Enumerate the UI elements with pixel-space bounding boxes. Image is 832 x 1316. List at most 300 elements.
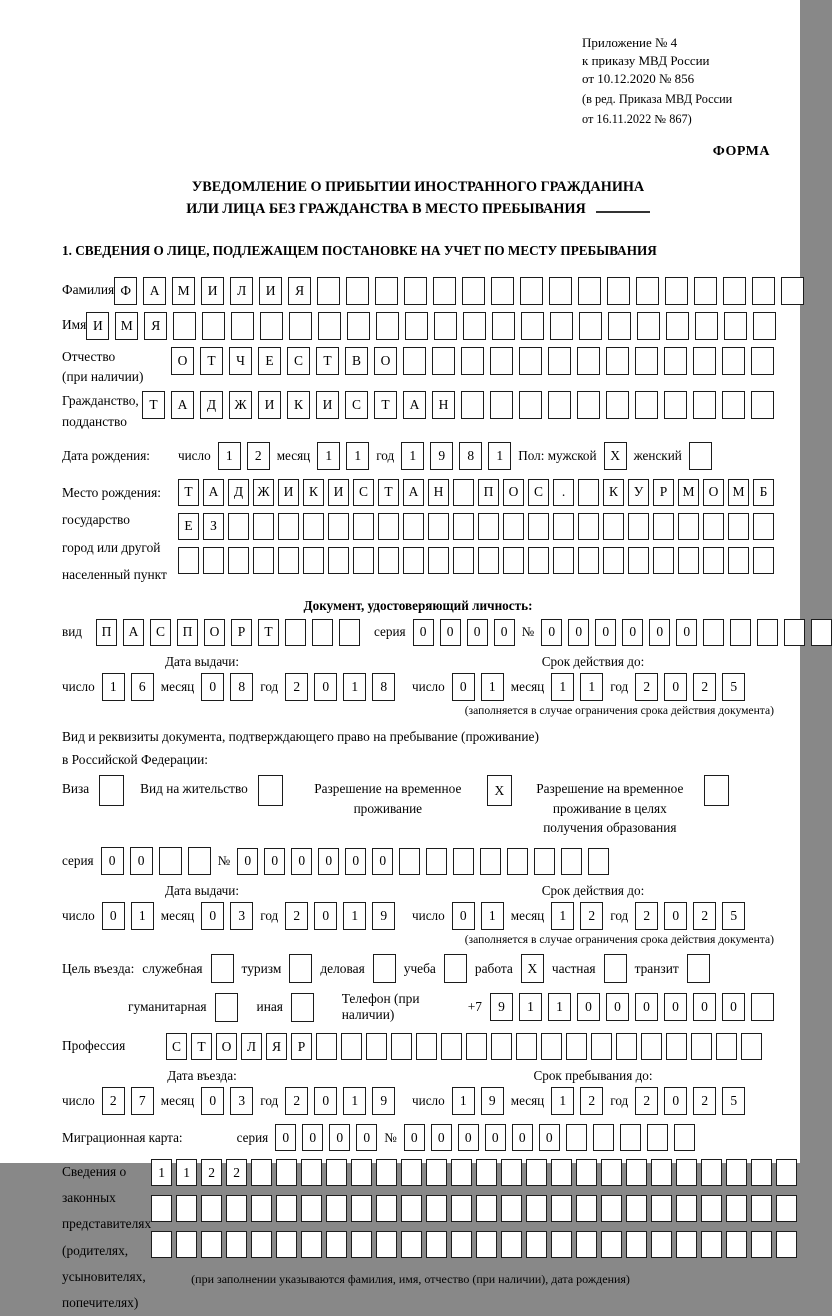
char-cell[interactable]: [593, 1124, 614, 1151]
char-cell[interactable]: [376, 1159, 397, 1186]
char-cell[interactable]: [328, 547, 349, 574]
char-cell[interactable]: М: [172, 277, 195, 305]
char-cell[interactable]: [231, 312, 254, 340]
char-cell[interactable]: [428, 547, 449, 574]
char-cell[interactable]: [576, 1159, 597, 1186]
char-cell[interactable]: Т: [378, 479, 399, 506]
char-cell[interactable]: [501, 1159, 522, 1186]
char-cell[interactable]: А: [203, 479, 224, 506]
char-cell[interactable]: 0: [541, 619, 562, 646]
char-cell[interactable]: [316, 1033, 337, 1060]
char-cell[interactable]: [534, 848, 555, 875]
char-cell[interactable]: 0: [452, 902, 475, 930]
char-cell[interactable]: [201, 1195, 222, 1222]
char-cell[interactable]: [753, 513, 774, 540]
char-cell[interactable]: Р: [653, 479, 674, 506]
char-cell[interactable]: [566, 1124, 587, 1151]
char-cell[interactable]: [301, 1195, 322, 1222]
char-cell[interactable]: 2: [635, 1087, 658, 1115]
char-cell[interactable]: 1: [551, 673, 574, 701]
char-cell[interactable]: [215, 993, 238, 1022]
char-cell[interactable]: 1: [176, 1159, 197, 1186]
char-cell[interactable]: [691, 1033, 712, 1060]
char-cell[interactable]: 1: [218, 442, 241, 470]
char-cell[interactable]: [689, 442, 712, 470]
char-cell[interactable]: 2: [693, 673, 716, 701]
char-cell[interactable]: [751, 347, 774, 375]
char-cell[interactable]: Т: [258, 619, 279, 646]
char-cell[interactable]: 0: [404, 1124, 425, 1151]
char-cell[interactable]: А: [123, 619, 144, 646]
char-cell[interactable]: 0: [291, 848, 312, 875]
char-cell[interactable]: X: [604, 442, 627, 470]
char-cell[interactable]: [453, 479, 474, 506]
char-cell[interactable]: [601, 1231, 622, 1258]
char-cell[interactable]: [276, 1195, 297, 1222]
char-cell[interactable]: [703, 547, 724, 574]
char-cell[interactable]: З: [203, 513, 224, 540]
char-cell[interactable]: [501, 1195, 522, 1222]
char-cell[interactable]: [151, 1195, 172, 1222]
char-cell[interactable]: 0: [664, 673, 687, 701]
char-cell[interactable]: У: [628, 479, 649, 506]
char-cell[interactable]: [463, 312, 486, 340]
char-cell[interactable]: 2: [201, 1159, 222, 1186]
char-cell[interactable]: [551, 1159, 572, 1186]
char-cell[interactable]: [434, 312, 457, 340]
char-cell[interactable]: [258, 775, 283, 806]
char-cell[interactable]: 9: [481, 1087, 504, 1115]
char-cell[interactable]: 0: [237, 848, 258, 875]
char-cell[interactable]: [453, 547, 474, 574]
char-cell[interactable]: [99, 775, 124, 806]
char-cell[interactable]: [491, 1033, 512, 1060]
char-cell[interactable]: 1: [343, 1087, 366, 1115]
char-cell[interactable]: 1: [551, 1087, 574, 1115]
char-cell[interactable]: 0: [622, 619, 643, 646]
char-cell[interactable]: 0: [314, 1087, 337, 1115]
char-cell[interactable]: О: [503, 479, 524, 506]
char-cell[interactable]: [376, 1195, 397, 1222]
char-cell[interactable]: 2: [580, 1087, 603, 1115]
char-cell[interactable]: [478, 547, 499, 574]
char-cell[interactable]: 9: [430, 442, 453, 470]
char-cell[interactable]: [526, 1195, 547, 1222]
char-cell[interactable]: [751, 391, 774, 419]
char-cell[interactable]: [260, 312, 283, 340]
char-cell[interactable]: X: [521, 954, 544, 983]
char-cell[interactable]: [159, 847, 182, 875]
char-cell[interactable]: [461, 391, 484, 419]
char-cell[interactable]: [151, 1231, 172, 1258]
char-cell[interactable]: 0: [577, 993, 600, 1021]
char-cell[interactable]: [723, 277, 746, 305]
char-cell[interactable]: [726, 1231, 747, 1258]
char-cell[interactable]: [520, 277, 543, 305]
char-cell[interactable]: [278, 513, 299, 540]
char-cell[interactable]: [289, 312, 312, 340]
char-cell[interactable]: [776, 1231, 797, 1258]
char-cell[interactable]: [428, 513, 449, 540]
char-cell[interactable]: Р: [291, 1033, 312, 1060]
char-cell[interactable]: [312, 619, 333, 646]
char-cell[interactable]: Ж: [229, 391, 252, 419]
char-cell[interactable]: [507, 848, 528, 875]
char-cell[interactable]: [226, 1195, 247, 1222]
char-cell[interactable]: [604, 954, 627, 983]
char-cell[interactable]: К: [287, 391, 310, 419]
char-cell[interactable]: [665, 277, 688, 305]
char-cell[interactable]: [701, 1231, 722, 1258]
char-cell[interactable]: И: [278, 479, 299, 506]
char-cell[interactable]: [341, 1033, 362, 1060]
char-cell[interactable]: [704, 775, 729, 806]
char-cell[interactable]: [376, 312, 399, 340]
char-cell[interactable]: [378, 547, 399, 574]
char-cell[interactable]: [451, 1159, 472, 1186]
char-cell[interactable]: О: [703, 479, 724, 506]
char-cell[interactable]: [550, 312, 573, 340]
char-cell[interactable]: 1: [481, 902, 504, 930]
char-cell[interactable]: [461, 347, 484, 375]
char-cell[interactable]: [776, 1195, 797, 1222]
char-cell[interactable]: 1: [551, 902, 574, 930]
char-cell[interactable]: С: [166, 1033, 187, 1060]
char-cell[interactable]: [253, 547, 274, 574]
char-cell[interactable]: [579, 312, 602, 340]
char-cell[interactable]: [480, 848, 501, 875]
char-cell[interactable]: К: [303, 479, 324, 506]
char-cell[interactable]: Р: [231, 619, 252, 646]
char-cell[interactable]: [591, 1033, 612, 1060]
char-cell[interactable]: [490, 347, 513, 375]
char-cell[interactable]: [426, 1231, 447, 1258]
char-cell[interactable]: 2: [693, 902, 716, 930]
char-cell[interactable]: [664, 347, 687, 375]
char-cell[interactable]: [476, 1231, 497, 1258]
char-cell[interactable]: И: [316, 391, 339, 419]
char-cell[interactable]: 1: [343, 902, 366, 930]
char-cell[interactable]: [521, 312, 544, 340]
char-cell[interactable]: М: [115, 312, 138, 340]
char-cell[interactable]: [173, 312, 196, 340]
char-cell[interactable]: П: [478, 479, 499, 506]
char-cell[interactable]: [741, 1033, 762, 1060]
char-cell[interactable]: 1: [343, 673, 366, 701]
char-cell[interactable]: [687, 954, 710, 983]
char-cell[interactable]: [391, 1033, 412, 1060]
char-cell[interactable]: [752, 277, 775, 305]
char-cell[interactable]: 0: [264, 848, 285, 875]
char-cell[interactable]: С: [353, 479, 374, 506]
char-cell[interactable]: Н: [432, 391, 455, 419]
char-cell[interactable]: Я: [144, 312, 167, 340]
char-cell[interactable]: [730, 619, 751, 646]
char-cell[interactable]: [716, 1033, 737, 1060]
char-cell[interactable]: О: [171, 347, 194, 375]
char-cell[interactable]: 0: [539, 1124, 560, 1151]
char-cell[interactable]: [378, 513, 399, 540]
char-cell[interactable]: [416, 1033, 437, 1060]
char-cell[interactable]: 0: [722, 993, 745, 1021]
char-cell[interactable]: 0: [345, 848, 366, 875]
char-cell[interactable]: [566, 1033, 587, 1060]
char-cell[interactable]: 0: [635, 993, 658, 1021]
char-cell[interactable]: [553, 513, 574, 540]
char-cell[interactable]: 0: [201, 902, 224, 930]
char-cell[interactable]: [601, 1195, 622, 1222]
char-cell[interactable]: 1: [519, 993, 542, 1021]
char-cell[interactable]: [476, 1159, 497, 1186]
char-cell[interactable]: 0: [314, 673, 337, 701]
char-cell[interactable]: [403, 547, 424, 574]
char-cell[interactable]: [616, 1033, 637, 1060]
char-cell[interactable]: [601, 1159, 622, 1186]
char-cell[interactable]: [606, 347, 629, 375]
char-cell[interactable]: [399, 848, 420, 875]
char-cell[interactable]: 1: [548, 993, 571, 1021]
char-cell[interactable]: [678, 513, 699, 540]
char-cell[interactable]: [466, 1033, 487, 1060]
char-cell[interactable]: [701, 1195, 722, 1222]
char-cell[interactable]: И: [258, 391, 281, 419]
char-cell[interactable]: 0: [568, 619, 589, 646]
char-cell[interactable]: [403, 513, 424, 540]
char-cell[interactable]: [366, 1033, 387, 1060]
char-cell[interactable]: [674, 1124, 695, 1151]
char-cell[interactable]: [608, 312, 631, 340]
char-cell[interactable]: Е: [258, 347, 281, 375]
char-cell[interactable]: 2: [247, 442, 270, 470]
char-cell[interactable]: [276, 1159, 297, 1186]
char-cell[interactable]: [278, 547, 299, 574]
char-cell[interactable]: [426, 1195, 447, 1222]
char-cell[interactable]: Л: [230, 277, 253, 305]
char-cell[interactable]: [811, 619, 832, 646]
char-cell[interactable]: [353, 547, 374, 574]
char-cell[interactable]: [653, 513, 674, 540]
char-cell[interactable]: [701, 1159, 722, 1186]
char-cell[interactable]: [641, 1033, 662, 1060]
char-cell[interactable]: [651, 1231, 672, 1258]
char-cell[interactable]: [694, 277, 717, 305]
char-cell[interactable]: [541, 1033, 562, 1060]
char-cell[interactable]: 1: [346, 442, 369, 470]
char-cell[interactable]: 3: [230, 902, 253, 930]
char-cell[interactable]: [301, 1231, 322, 1258]
char-cell[interactable]: [491, 277, 514, 305]
char-cell[interactable]: [303, 547, 324, 574]
char-cell[interactable]: [451, 1195, 472, 1222]
char-cell[interactable]: [462, 277, 485, 305]
char-cell[interactable]: [528, 513, 549, 540]
char-cell[interactable]: 2: [635, 902, 658, 930]
char-cell[interactable]: [203, 547, 224, 574]
char-cell[interactable]: Т: [191, 1033, 212, 1060]
char-cell[interactable]: [607, 277, 630, 305]
char-cell[interactable]: 0: [664, 993, 687, 1021]
char-cell[interactable]: [201, 1231, 222, 1258]
char-cell[interactable]: [211, 954, 234, 983]
char-cell[interactable]: М: [728, 479, 749, 506]
char-cell[interactable]: Т: [316, 347, 339, 375]
char-cell[interactable]: [528, 547, 549, 574]
char-cell[interactable]: [751, 1231, 772, 1258]
char-cell[interactable]: 0: [372, 848, 393, 875]
char-cell[interactable]: О: [216, 1033, 237, 1060]
char-cell[interactable]: [676, 1195, 697, 1222]
char-cell[interactable]: [776, 1159, 797, 1186]
char-cell[interactable]: [578, 277, 601, 305]
char-cell[interactable]: К: [603, 479, 624, 506]
char-cell[interactable]: И: [86, 312, 109, 340]
char-cell[interactable]: [289, 954, 312, 983]
char-cell[interactable]: О: [204, 619, 225, 646]
char-cell[interactable]: [693, 347, 716, 375]
char-cell[interactable]: [576, 1231, 597, 1258]
char-cell[interactable]: [478, 513, 499, 540]
char-cell[interactable]: [318, 312, 341, 340]
char-cell[interactable]: [328, 513, 349, 540]
char-cell[interactable]: 8: [459, 442, 482, 470]
char-cell[interactable]: [695, 312, 718, 340]
char-cell[interactable]: В: [345, 347, 368, 375]
char-cell[interactable]: 2: [285, 902, 308, 930]
char-cell[interactable]: А: [171, 391, 194, 419]
char-cell[interactable]: [403, 347, 426, 375]
char-cell[interactable]: 0: [467, 619, 488, 646]
char-cell[interactable]: [678, 547, 699, 574]
char-cell[interactable]: [432, 347, 455, 375]
char-cell[interactable]: [548, 347, 571, 375]
char-cell[interactable]: 0: [201, 673, 224, 701]
char-cell[interactable]: [346, 277, 369, 305]
char-cell[interactable]: [401, 1195, 422, 1222]
char-cell[interactable]: [405, 312, 428, 340]
char-cell[interactable]: 0: [485, 1124, 506, 1151]
char-cell[interactable]: [226, 1231, 247, 1258]
char-cell[interactable]: [636, 277, 659, 305]
char-cell[interactable]: 2: [285, 673, 308, 701]
char-cell[interactable]: О: [374, 347, 397, 375]
char-cell[interactable]: [404, 277, 427, 305]
char-cell[interactable]: 0: [101, 847, 124, 875]
char-cell[interactable]: 0: [458, 1124, 479, 1151]
char-cell[interactable]: Ф: [114, 277, 137, 305]
char-cell[interactable]: [228, 513, 249, 540]
char-cell[interactable]: 1: [102, 673, 125, 701]
char-cell[interactable]: [781, 277, 804, 305]
char-cell[interactable]: [291, 993, 314, 1022]
char-cell[interactable]: И: [328, 479, 349, 506]
char-cell[interactable]: [578, 513, 599, 540]
char-cell[interactable]: [751, 993, 774, 1021]
char-cell[interactable]: [351, 1231, 372, 1258]
char-cell[interactable]: Я: [288, 277, 311, 305]
char-cell[interactable]: 8: [230, 673, 253, 701]
char-cell[interactable]: [490, 391, 513, 419]
char-cell[interactable]: [351, 1195, 372, 1222]
char-cell[interactable]: 0: [318, 848, 339, 875]
char-cell[interactable]: [703, 513, 724, 540]
char-cell[interactable]: [651, 1195, 672, 1222]
char-cell[interactable]: [176, 1195, 197, 1222]
char-cell[interactable]: П: [177, 619, 198, 646]
char-cell[interactable]: Д: [228, 479, 249, 506]
char-cell[interactable]: [375, 277, 398, 305]
char-cell[interactable]: [576, 1195, 597, 1222]
char-cell[interactable]: [376, 1231, 397, 1258]
char-cell[interactable]: Е: [178, 513, 199, 540]
char-cell[interactable]: [426, 848, 447, 875]
char-cell[interactable]: [401, 1159, 422, 1186]
char-cell[interactable]: 1: [131, 902, 154, 930]
char-cell[interactable]: [326, 1231, 347, 1258]
char-cell[interactable]: А: [143, 277, 166, 305]
char-cell[interactable]: 1: [452, 1087, 475, 1115]
char-cell[interactable]: Ч: [229, 347, 252, 375]
char-cell[interactable]: 9: [490, 993, 513, 1021]
char-cell[interactable]: 2: [580, 902, 603, 930]
char-cell[interactable]: [503, 513, 524, 540]
char-cell[interactable]: [549, 277, 572, 305]
char-cell[interactable]: 3: [230, 1087, 253, 1115]
char-cell[interactable]: [664, 391, 687, 419]
char-cell[interactable]: 0: [512, 1124, 533, 1151]
char-cell[interactable]: [326, 1195, 347, 1222]
char-cell[interactable]: Ж: [253, 479, 274, 506]
char-cell[interactable]: 8: [372, 673, 395, 701]
char-cell[interactable]: [635, 347, 658, 375]
char-cell[interactable]: [444, 954, 467, 983]
char-cell[interactable]: [228, 547, 249, 574]
char-cell[interactable]: Т: [178, 479, 199, 506]
char-cell[interactable]: 2: [693, 1087, 716, 1115]
char-cell[interactable]: [726, 1159, 747, 1186]
char-cell[interactable]: [251, 1159, 272, 1186]
char-cell[interactable]: И: [201, 277, 224, 305]
char-cell[interactable]: [653, 547, 674, 574]
char-cell[interactable]: [751, 1195, 772, 1222]
char-cell[interactable]: 1: [488, 442, 511, 470]
char-cell[interactable]: [751, 1159, 772, 1186]
char-cell[interactable]: [728, 547, 749, 574]
char-cell[interactable]: 2: [226, 1159, 247, 1186]
char-cell[interactable]: [588, 848, 609, 875]
char-cell[interactable]: 6: [131, 673, 154, 701]
char-cell[interactable]: [276, 1231, 297, 1258]
char-cell[interactable]: 1: [401, 442, 424, 470]
char-cell[interactable]: [628, 547, 649, 574]
char-cell[interactable]: [620, 1124, 641, 1151]
char-cell[interactable]: Б: [753, 479, 774, 506]
char-cell[interactable]: 1: [151, 1159, 172, 1186]
char-cell[interactable]: [647, 1124, 668, 1151]
char-cell[interactable]: 2: [102, 1087, 125, 1115]
char-cell[interactable]: [757, 619, 778, 646]
char-cell[interactable]: 7: [131, 1087, 154, 1115]
char-cell[interactable]: [453, 513, 474, 540]
char-cell[interactable]: 0: [676, 619, 697, 646]
char-cell[interactable]: [784, 619, 805, 646]
char-cell[interactable]: [724, 312, 747, 340]
char-cell[interactable]: 0: [130, 847, 153, 875]
char-cell[interactable]: [726, 1195, 747, 1222]
char-cell[interactable]: [353, 513, 374, 540]
char-cell[interactable]: [526, 1231, 547, 1258]
char-cell[interactable]: [578, 479, 599, 506]
char-cell[interactable]: 5: [722, 902, 745, 930]
